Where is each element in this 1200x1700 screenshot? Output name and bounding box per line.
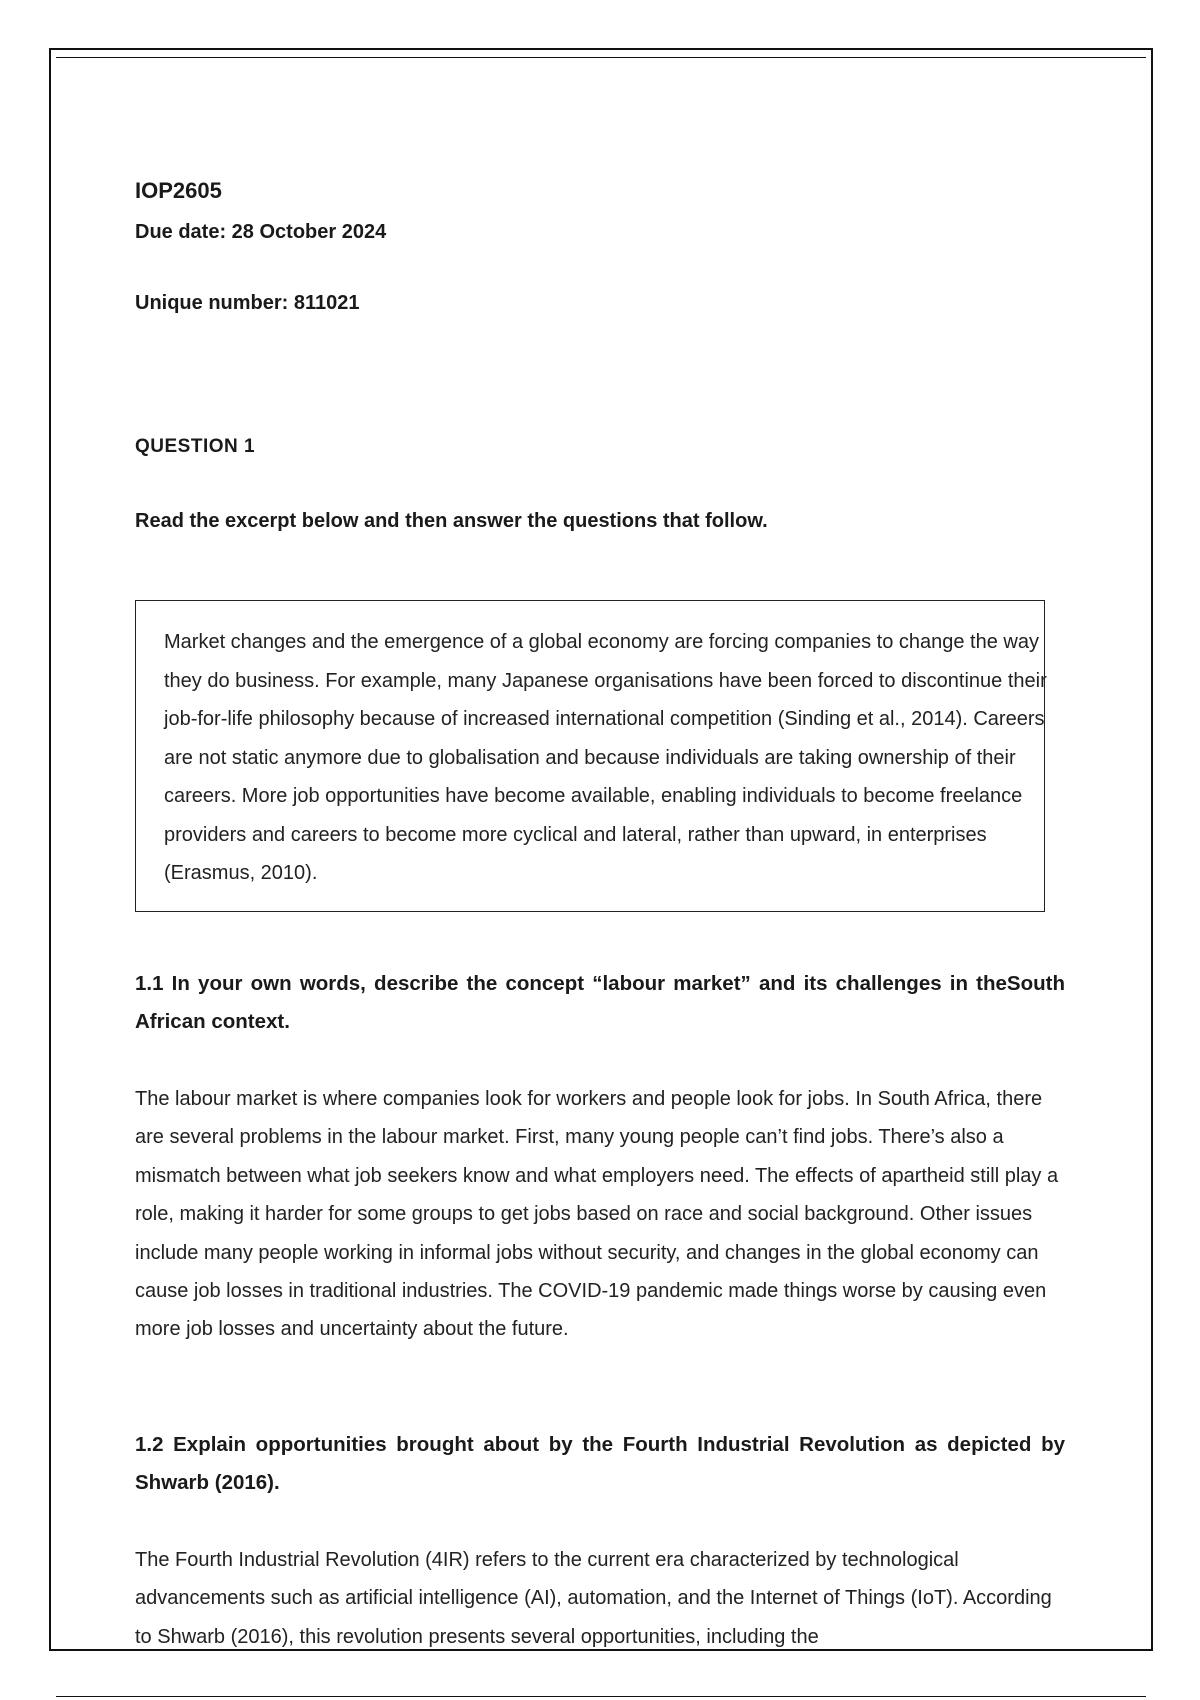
question-title: QUESTION 1 (135, 436, 256, 457)
unique-number: Unique number: 811021 (135, 292, 360, 314)
excerpt-text: Market changes and the emergence of a global economy are forcing companies to change the way they do business. For example, many Japanese organisations have been forced to discontinue their job-for-life philosophy because of increased international competition (Sinding et al., 2014). Careers are not static anymore due to globalisation and because individuals are taking ownership of their careers. More job opportunities have become available, enabling individuals to become freelance providers and careers to become more cyclical and lateral, rather than upward, in enterprises (Erasmus, 2010). (164, 631, 1047, 884)
due-date: Due date: 28 October 2024 (135, 221, 387, 243)
question-1-1-heading: 1.1 In your own words, describe the concept “labour market” and its challenges in theSouth African context. (135, 972, 1065, 1033)
question-1-2-heading: 1.2 Explain opportunities brought about by the Fourth Industrial Revolution as depicted by Shwarb (2016). (135, 1433, 1065, 1494)
question-1-2-answer: The Fourth Industrial Revolution (4IR) refers to the current era characterized by technological advancements such as artificial intelligence (AI), automation, and the Internet of Things (IoT). According to Shwarb (2016), this revolution presents several opportunities, including the (135, 1549, 1052, 1648)
excerpt-box (135, 600, 1045, 912)
question-1-1-answer: The labour market is where companies look for workers and people look for jobs. In South Africa, there are several problems in the labour market. First, many young people can’t find jobs. There’s also a mismatch between what job seekers know and what employers need. The effects of apartheid still play a role, making it harder for some groups to get jobs based on race and social background. Other issues include many people working in informal jobs without security, and changes in the global economy can cause job losses in traditional industries. The COVID-19 pandemic made things worse by causing even more job losses and uncertainty about the future. (135, 1088, 1059, 1341)
course-code: IOP2605 (135, 178, 222, 203)
page-bottom-rule (56, 1696, 1146, 1697)
top-border-line (56, 57, 1146, 58)
instruction: Read the excerpt below and then answer the questions that follow. (135, 510, 768, 532)
